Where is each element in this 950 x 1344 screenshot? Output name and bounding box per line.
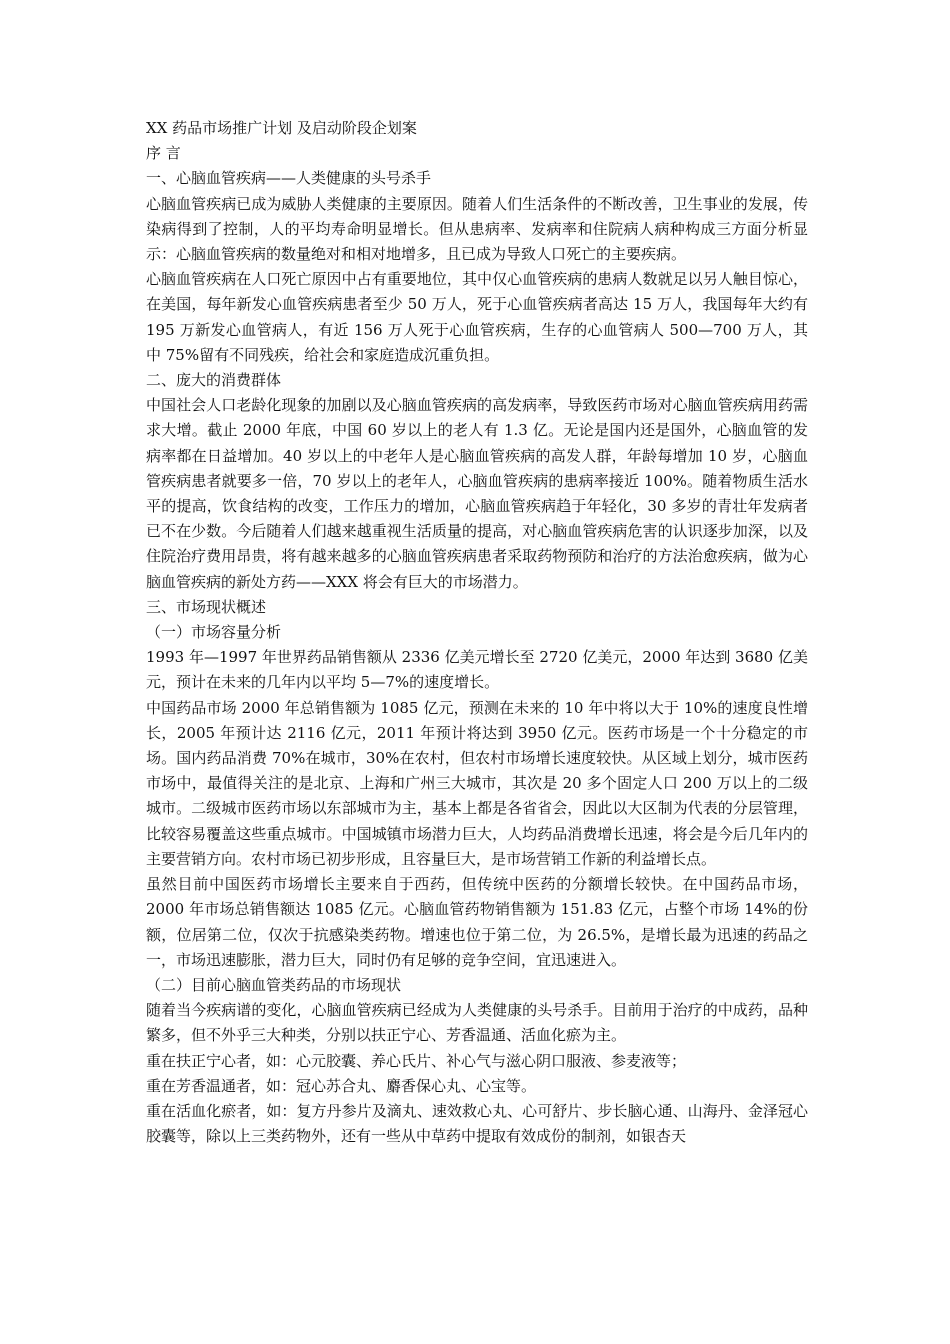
section-3-heading: 三、市场现状概述	[146, 597, 267, 616]
subsection-1-paragraph-2: 中国药品市场 2000 年总销售额为 1085 亿元，预测在未来的 10 年中将以大于 10%的速度良性增长，2005 年预计达 2116 亿元，2011 年预计将达到 3950 亿元。医药市场是一个十分稳定的市场。国内药品消费 70%在城市，30%在农村，但农村市场增长速度较快。从区域上划分，城市医药市场中，最值得关注的是北京、上海和广州三大城市，其次是 20 多个固定人口 200 万以上的二级城市。二级城市医药市场以东部城市为主，基本上都是各省省会，因此以大区制为代表的分层管理，比较容易覆盖这些重点城市。中国城镇市场潜力巨大，人均药品消费增长迅速，将会是今后几年内的主要营销方向。农村市场已初步形成，且容量巨大，是市场营销工作新的利益增长点。	[146, 698, 808, 868]
section-2-paragraph-1: 中国社会人口老龄化现象的加剧以及心脑血管疾病的高发病率，导致医药市场对心脑血管疾病用药需求大增。截止 2000 年底，中国 60 岁以上的老人有 1.3 亿。无论是国内还是国外，心脑血管的发病率都在日益增加。40 岁以上的中老年人是心脑血管疾病的高发人群，年龄每增加 10 岁，心脑血管疾病患者就要多一倍，70 岁以上的老年人，心脑血管疾病的患病率接近 100%。随着物质生活水平的提高，饮食结构的改变，工作压力的增加，心脑血管疾病趋于年轻化，30 多岁的青壮年发病者已不在少数。今后随着人们越来越重视生活质量的提高，对心脑血管疾病危害的认识逐步加深，以及住院治疗费用昂贵，将有越来越多的心脑血管疾病患者采取药物预防和治疗的方法治愈疾病，做为心脑血管疾病的新处方药——XXX 将会有巨大的市场潜力。	[146, 396, 808, 591]
document-title: XX 药品市场推广计划 及启动阶段企划案	[146, 119, 417, 137]
subsection-2-paragraph-2: 重在扶正宁心者，如：心元胶囊、养心氏片、补心气与滋心阴口服液、参麦液等；	[146, 1051, 687, 1070]
subsection-2-heading: （二）目前心脑血管类药品的市场现状	[146, 975, 402, 994]
document-page	[146, 116, 808, 1149]
section-2-heading: 二、庞大的消费群体	[146, 371, 282, 390]
subsection-2-paragraph-1: 随着当今疾病谱的变化，心脑血管疾病已经成为人类健康的头号杀手。目前用于治疗的中成药，品种繁多，但不外乎三大种类，分别以扶正宁心、芳香温通、活血化瘀为主。	[146, 1001, 808, 1045]
subsection-1-heading: （一）市场容量分析	[146, 623, 282, 642]
section-1-paragraph-1: 心脑血管疾病已成为威胁人类健康的主要原因。随着人们生活条件的不断改善，卫生事业的发展，传染病得到了控制，人的平均寿命明显增长。但从患病率、发病率和住院病人病种构成三方面分析显示：心脑血管疾病的数量绝对和相对地增多，且已成为导致人口死亡的主要疾病。	[146, 194, 808, 264]
subsection-2-paragraph-3: 重在芳香温通者，如：冠心苏合丸、麝香保心丸、心宝等。	[146, 1076, 537, 1095]
preface-heading: 序 言	[146, 144, 181, 163]
subsection-1-paragraph-3: 虽然目前中国医药市场增长主要来自于西药，但传统中医药的分额增长较快。在中国药品市场，2000 年市场总销售额达 1085 亿元。心脑血管药物销售额为 151.83 亿元，占整个市场 14%的份额，位居第二位，仅次于抗感染类药物。增速也位于第二位，为 26.5%，是增长最为迅速的药品之一，市场迅速膨胀，潜力巨大，同时仍有足够的竞争空间，宜迅速进入。	[146, 875, 808, 969]
subsection-2-paragraph-4: 重在活血化瘀者，如：复方丹参片及滴丸、速效救心丸、心可舒片、步长脑心通、山海丹、金泽冠心胶囊等，除以上三类药物外，还有一些从中草药中提取有效成份的制剂，如银杏天	[146, 1101, 808, 1146]
section-1-heading: 一、心脑血管疾病——人类健康的头号杀手	[146, 169, 432, 188]
subsection-1-paragraph-1: 1993 年—1997 年世界药品销售额从 2336 亿美元增长至 2720 亿美元，2000 年达到 3680 亿美元，预计在未来的几年内以平均 5—7%的速度增长。	[146, 648, 808, 692]
section-1-paragraph-2: 心脑血管疾病在人口死亡原因中占有重要地位，其中仅心血管疾病的患病人数就足以另人触目惊心，在美国，每年新发心血管疾病患者至少 50 万人，死于心血管疾病者高达 15 万人，我国每年大约有 195 万新发心血管病人，有近 156 万人死于心血管疾病，生存的心血管病人 500—700 万人，其中 75%留有不同残疾，给社会和家庭造成沉重负担。	[146, 270, 808, 364]
